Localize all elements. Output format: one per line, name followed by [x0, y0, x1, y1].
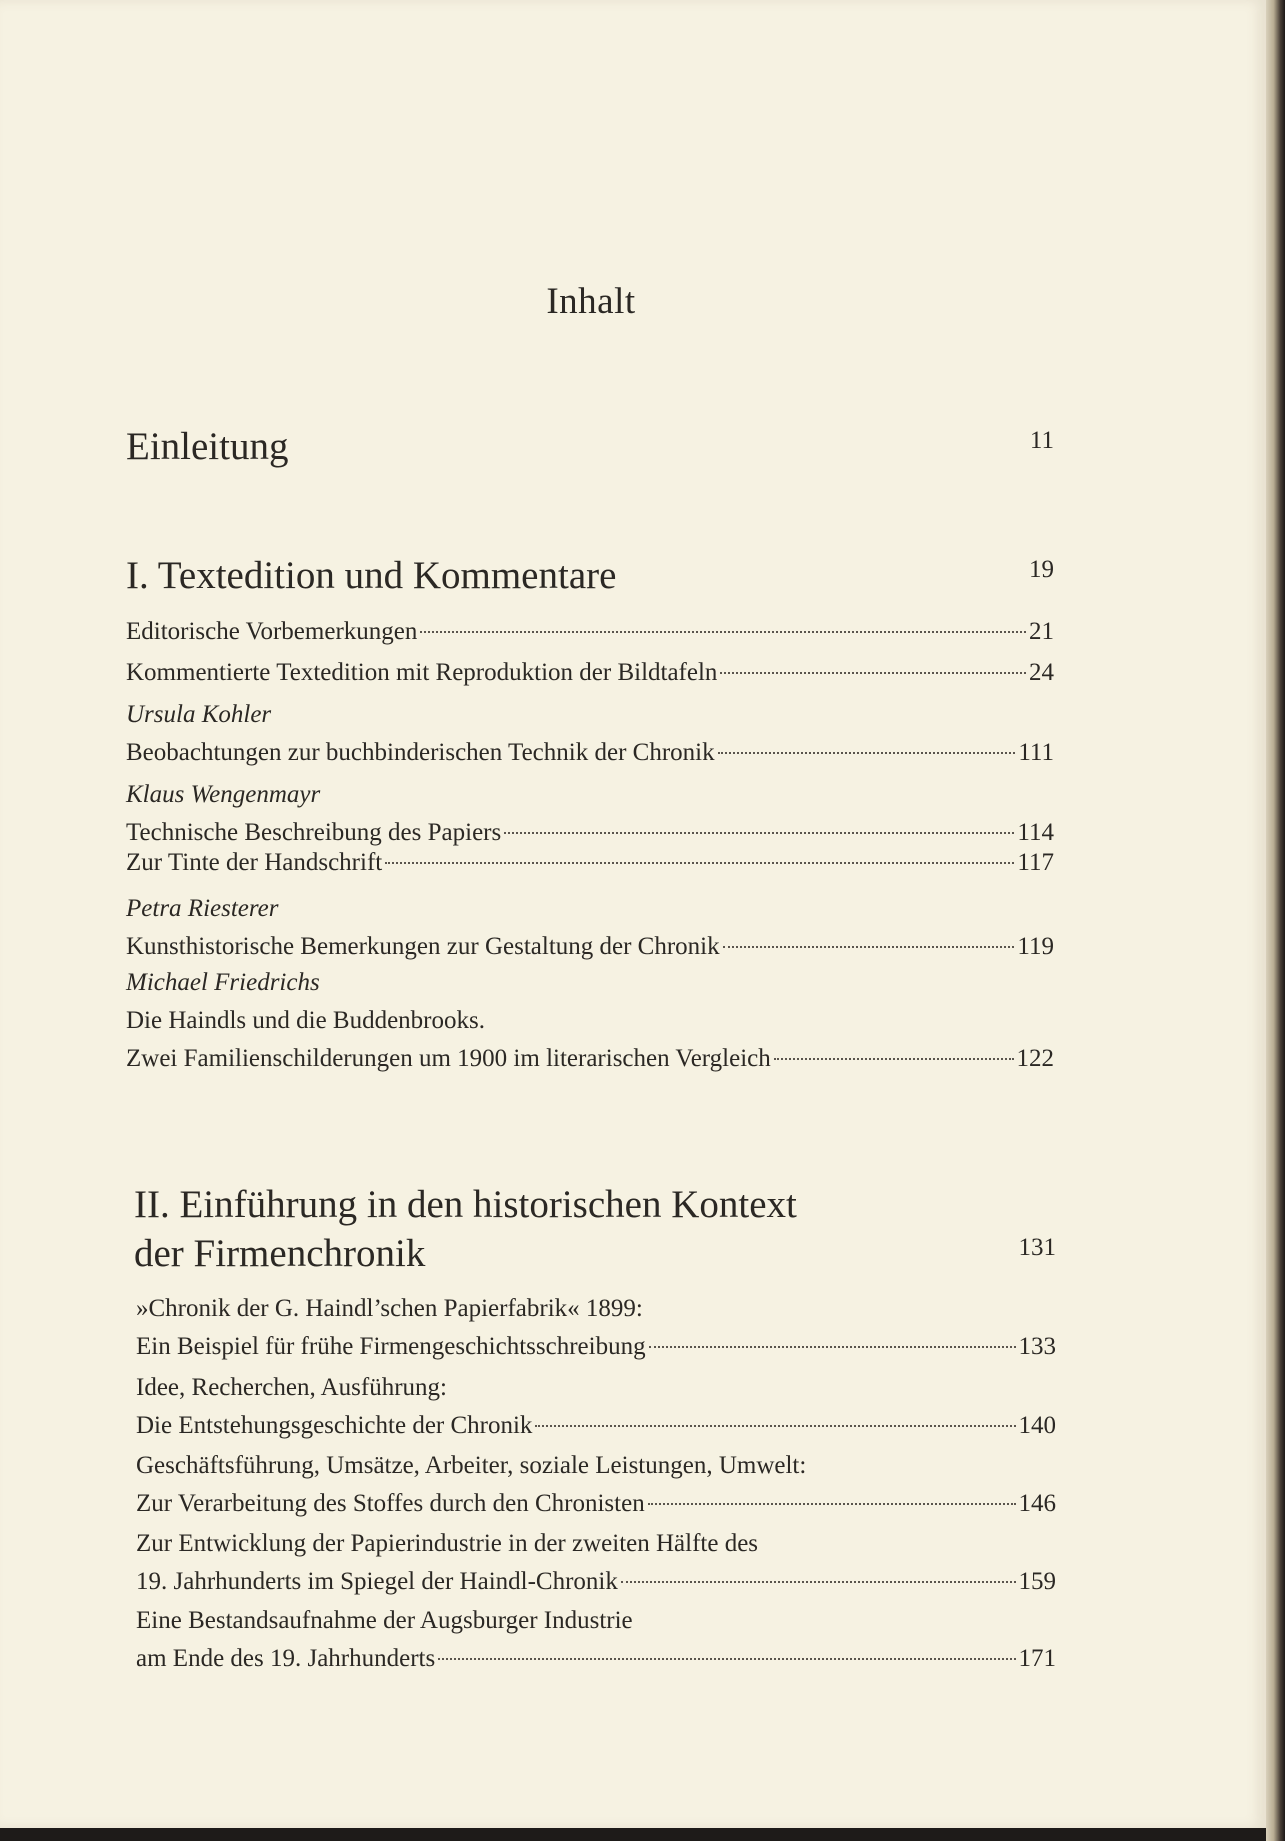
- leader-dots: [504, 832, 1014, 834]
- page-number: 131: [1018, 1234, 1056, 1261]
- entry-author: Petra Riesterer: [126, 895, 279, 922]
- leader-dots: [723, 946, 1015, 948]
- page-number: 146: [1018, 1490, 1056, 1517]
- entry-author: Michael Friedrichs: [126, 969, 320, 996]
- entry-author: Klaus Wengenmayr: [126, 781, 321, 808]
- page-number: 119: [1017, 933, 1054, 960]
- page-number: 171: [1018, 1645, 1056, 1672]
- toc-entry: [126, 654, 1054, 692]
- entry-title: Kunsthistorische Bemerkungen zur Gestaltung der Chronik: [126, 933, 720, 960]
- page-title: Inhalt: [546, 281, 636, 322]
- page-number: 114: [1017, 819, 1054, 846]
- entry-title: Zwei Familienschilderungen um 1900 im literarischen Vergleich: [126, 1045, 771, 1072]
- page-number: 133: [1018, 1333, 1056, 1360]
- leader-dots: [385, 862, 1014, 864]
- entry-title: Zur Tinte der Handschrift: [126, 849, 383, 876]
- leader-dots: [649, 1346, 1016, 1348]
- toc-entry: [126, 696, 1054, 772]
- heading-label-line-2: der Firmenchronik: [134, 1232, 426, 1275]
- page-number: 24: [1029, 659, 1054, 686]
- entry-title: Technische Beschreibung des Papiers: [126, 819, 502, 846]
- toc-entry: [126, 844, 1054, 882]
- toc-entry: [136, 1447, 1056, 1523]
- entry-title-line: Die Haindls und die Buddenbrooks.: [126, 1007, 485, 1034]
- page-number: 122: [1016, 1045, 1054, 1072]
- entry-title-line: Zur Entwicklung der Papierindustrie in der zweiten Hälfte des: [136, 1530, 759, 1557]
- entry-title: 19. Jahrhunderts im Spiegel der Haindl-Chronik: [136, 1568, 618, 1595]
- leader-dots: [720, 672, 1026, 674]
- page-number: 117: [1017, 849, 1054, 876]
- entry-author: Ursula Kohler: [126, 701, 272, 728]
- page-number: 21: [1029, 618, 1054, 645]
- page-number: 11: [1029, 427, 1054, 454]
- leader-dots: [420, 631, 1026, 633]
- leader-dots: [648, 1503, 1016, 1505]
- leader-dots: [535, 1425, 1015, 1427]
- leader-dots: [438, 1658, 1015, 1660]
- entry-title: Zur Verarbeitung des Stoffes durch den Chronisten: [136, 1490, 645, 1517]
- entry-title-line: Idee, Recherchen, Ausführung:: [136, 1374, 447, 1401]
- page-number: 111: [1018, 739, 1054, 766]
- toc-entry: [136, 1525, 1056, 1601]
- toc-heading-section-1: [126, 551, 1054, 600]
- entry-title: Editorische Vorbemerkungen: [126, 618, 418, 645]
- leader-dots: [774, 1058, 1014, 1060]
- entry-title-line: »Chronik der G. Haindl’schen Papierfabrik« 1899:: [136, 1295, 643, 1322]
- page-number: 159: [1018, 1568, 1056, 1595]
- entry-title-line: Eine Bestandsaufnahme der Augsburger Industrie: [136, 1607, 633, 1634]
- page-number: 140: [1018, 1412, 1056, 1439]
- heading-label: II. Einführung in den historischen Kontext: [134, 1183, 797, 1226]
- toc-entry: [126, 613, 1054, 651]
- page-edge: [1266, 0, 1285, 1841]
- entry-title: Kommentierte Textedition mit Reproduktion der Bildtafeln: [126, 659, 718, 686]
- heading-label: Einleitung: [126, 425, 289, 468]
- toc-entry: [126, 890, 1054, 966]
- page-number: 19: [1029, 556, 1054, 583]
- toc-entry: [136, 1602, 1056, 1678]
- toc-heading-introduction: [126, 422, 1054, 471]
- leader-dots: [718, 752, 1016, 754]
- entry-title: Die Entstehungsgeschichte der Chronik: [136, 1412, 533, 1439]
- entry-title: Beobachtungen zur buchbinderischen Technik der Chronik: [126, 739, 715, 766]
- toc-heading-section-2: [134, 1180, 1056, 1278]
- entry-title-line: Geschäftsführung, Umsätze, Arbeiter, soziale Leistungen, Umwelt:: [136, 1452, 807, 1479]
- toc-entry: [136, 1369, 1056, 1445]
- entry-title: am Ende des 19. Jahrhunderts: [136, 1645, 436, 1672]
- entry-title: Ein Beispiel für frühe Firmengeschichtsschreibung: [136, 1333, 646, 1360]
- scan-border: [0, 1828, 1266, 1841]
- heading-label: I. Textedition und Kommentare: [126, 554, 617, 597]
- toc-entry: [126, 964, 1054, 1078]
- leader-dots: [621, 1581, 1016, 1583]
- toc-entry: [136, 1290, 1056, 1366]
- toc-entry: [126, 776, 1054, 852]
